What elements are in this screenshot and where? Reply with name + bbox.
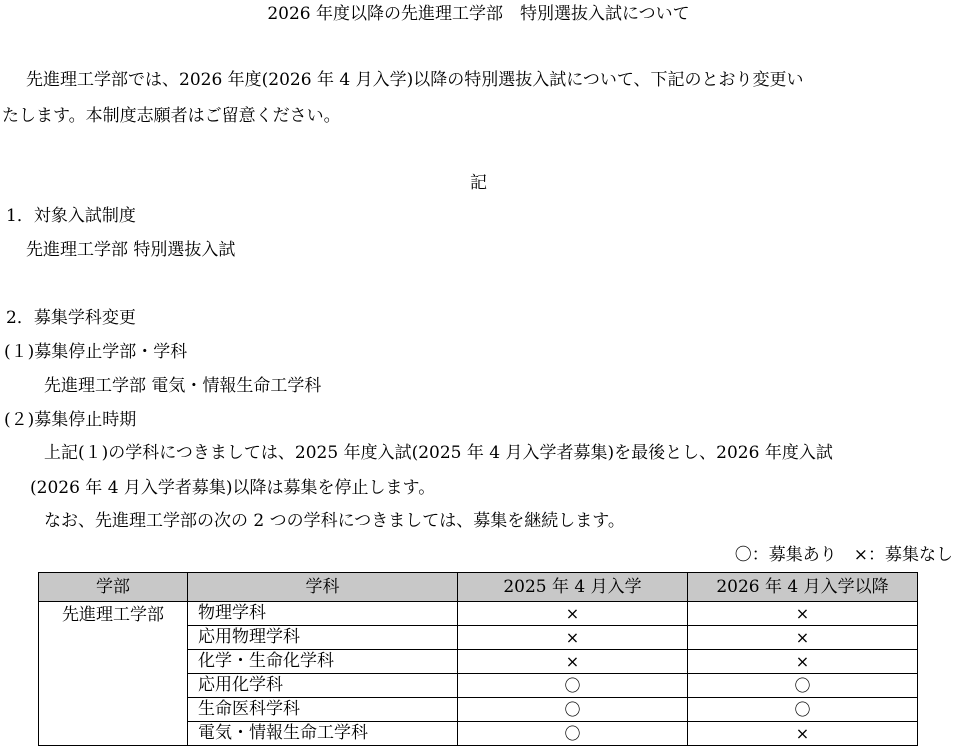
recruitment-table — [38, 572, 918, 746]
subject-cell: 生命医科学科 — [188, 698, 458, 722]
subject-cell: 物理学科 — [188, 602, 458, 626]
subject-cell: 応用物理学科 — [188, 626, 458, 650]
mark-2025-cell: × — [458, 602, 688, 626]
header-department: 学部 — [39, 573, 188, 602]
intro-paragraph-line-2: たします。本制度志願者はご留意ください。 — [2, 106, 341, 126]
table-header-row — [39, 573, 918, 602]
mark-2025-cell: × — [458, 626, 688, 650]
section-1-heading: 1．対象入試制度 — [6, 206, 136, 226]
header-2025: 2025 年 4 月入学 — [458, 573, 688, 602]
subject-cell: 化学・生命化学科 — [188, 650, 458, 674]
section-2-sub-2-body-line-2: (2026 年 4 月入学者募集)以降は募集を停止します。 — [30, 478, 436, 498]
subject-cell: 電気・情報生命工学科 — [188, 722, 458, 746]
mark-2025-cell: 〇 — [458, 674, 688, 698]
section-2-sub-2-body-line-3: なお、先進理工学部の次の 2 つの学科につきましては、募集を継続します。 — [44, 511, 625, 531]
section-2-sub-1-heading: (１)募集停止学部・学科 — [4, 342, 188, 362]
mark-2026-cell: × — [688, 650, 918, 674]
mark-2025-cell: 〇 — [458, 698, 688, 722]
section-2-sub-2-body-line-1: 上記(１)の学科につきましては、2025 年度入試(2025 年 4 月入学者募集)を最後とし、2026 年度入試 — [44, 443, 833, 463]
header-2026: 2026 年 4 月入学以降 — [688, 573, 918, 602]
mark-2025-cell: × — [458, 650, 688, 674]
department-cell: 先進理工学部 — [39, 602, 188, 746]
section-2-sub-2-heading: (２)募集停止時期 — [4, 410, 137, 430]
mark-2025-cell: 〇 — [458, 722, 688, 746]
subject-cell: 応用化学科 — [188, 674, 458, 698]
mark-2026-cell: 〇 — [688, 698, 918, 722]
intro-paragraph-line-1: 先進理工学部では、2026 年度(2026 年 4 月入学)以降の特別選抜入試について、下記のとおり変更い — [26, 70, 804, 90]
mark-2026-cell: × — [688, 626, 918, 650]
header-subject: 学科 — [188, 573, 458, 602]
section-1-body: 先進理工学部 特別選抜入試 — [26, 240, 236, 260]
document-title: 2026 年度以降の先進理工学部 特別選抜入試について — [267, 4, 690, 24]
table-row — [39, 602, 918, 626]
mark-2026-cell: 〇 — [688, 674, 918, 698]
mark-2026-cell: × — [688, 722, 918, 746]
table-legend: 〇：募集あり ×：募集なし — [734, 545, 953, 565]
section-2-sub-1-body: 先進理工学部 電気・情報生命工学科 — [44, 376, 322, 396]
ki-marker: 記 — [470, 173, 487, 193]
section-2-heading: 2．募集学科変更 — [6, 308, 136, 328]
mark-2026-cell: × — [688, 602, 918, 626]
